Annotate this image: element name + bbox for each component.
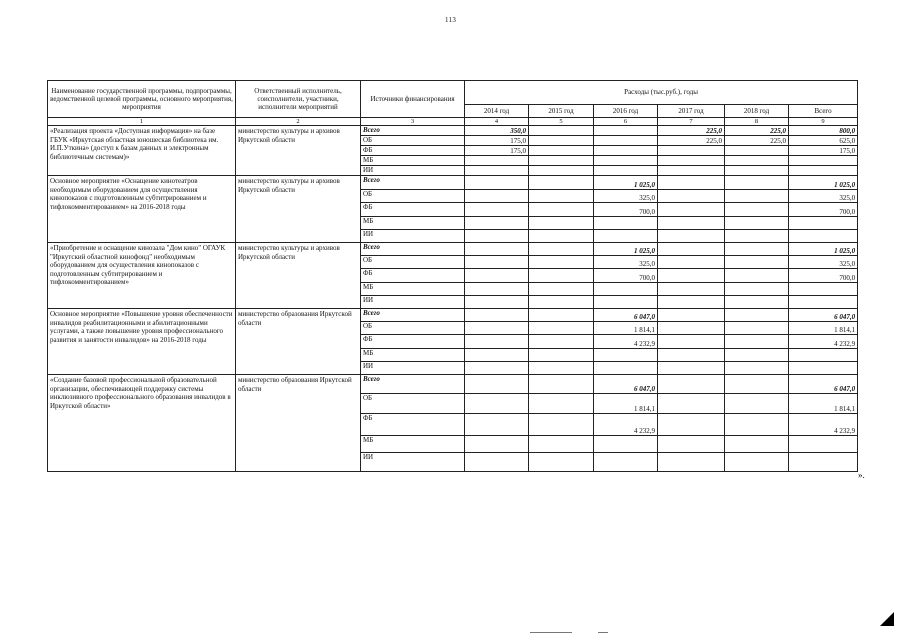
year-value (658, 166, 725, 176)
total-value (789, 166, 858, 176)
total-value: 625,0 (789, 136, 858, 146)
year-value (529, 436, 594, 453)
measure-executor: министерство культуры и архивов Иркутской области (236, 126, 361, 176)
header-year: 2017 год (658, 104, 725, 117)
year-value (529, 283, 594, 296)
year-value (658, 453, 725, 472)
year-value (465, 322, 529, 335)
year-value (465, 309, 529, 322)
funding-source: МБ (361, 349, 465, 362)
year-value (529, 136, 594, 146)
measure-name: «Приобретение и оснащение кинозала "Дом кино" ОГАУК "Иркутский областной кинофонд" необходимым оборудованием для осуществления кинопоказов с подготовленным субтитрированием и тифлокомментированием» (48, 243, 236, 309)
funding-source: МБ (361, 436, 465, 453)
total-value (789, 283, 858, 296)
header-year: 2016 год (594, 104, 658, 117)
funding-source: ИИ (361, 230, 465, 243)
total-value: 1 025,0 (789, 243, 858, 256)
table-row (48, 375, 858, 394)
year-value: 700,0 (594, 269, 658, 283)
measure-executor: министерство образования Иркутской области (236, 309, 361, 375)
year-value (465, 335, 529, 349)
total-value (789, 156, 858, 166)
year-value (658, 436, 725, 453)
year-value (465, 296, 529, 309)
year-value (725, 296, 789, 309)
funding-source: ФБ (361, 269, 465, 283)
year-value (529, 217, 594, 230)
year-value: 1 025,0 (594, 176, 658, 190)
year-value (725, 362, 789, 375)
year-value: 225,0 (658, 136, 725, 146)
year-value (465, 166, 529, 176)
year-value: 4 232,9 (594, 414, 658, 436)
funding-source: ФБ (361, 203, 465, 217)
year-value (465, 217, 529, 230)
year-value (594, 230, 658, 243)
year-value (594, 283, 658, 296)
year-value (658, 296, 725, 309)
year-value (529, 414, 594, 436)
year-value (658, 362, 725, 375)
year-value (465, 230, 529, 243)
year-value (529, 335, 594, 349)
measure-executor: министерство культуры и архивов Иркутской области (236, 243, 361, 309)
column-number: 4 (465, 118, 529, 126)
year-value (529, 296, 594, 309)
total-value: 700,0 (789, 269, 858, 283)
year-value (725, 414, 789, 436)
year-value (529, 126, 594, 136)
header-source: Источники финансирования (361, 81, 465, 118)
funding-source: ОБ (361, 256, 465, 269)
year-value (594, 136, 658, 146)
year-value (658, 146, 725, 156)
year-value (465, 414, 529, 436)
year-value (529, 190, 594, 203)
year-value (658, 375, 725, 394)
year-value (658, 322, 725, 335)
total-value: 1 025,0 (789, 176, 858, 190)
year-value (594, 296, 658, 309)
year-value (658, 156, 725, 166)
year-value (529, 349, 594, 362)
year-value: 1 814,1 (594, 322, 658, 335)
total-value: 700,0 (789, 203, 858, 217)
total-value (789, 436, 858, 453)
column-number: 3 (361, 118, 465, 126)
total-value: 800,0 (789, 126, 858, 136)
year-value (465, 203, 529, 217)
year-value (465, 256, 529, 269)
header-expenses: Расходы (тыс.руб.), годы (465, 81, 858, 105)
measure-executor: министерство культуры и архивов Иркутской области (236, 176, 361, 243)
year-value (594, 146, 658, 156)
year-value (658, 230, 725, 243)
year-value (658, 394, 725, 414)
year-value (658, 283, 725, 296)
year-value (658, 176, 725, 190)
year-value (465, 190, 529, 203)
total-value (789, 362, 858, 375)
funding-source: Всего (361, 309, 465, 322)
measure-executor: министерство образования Иркутской области (236, 375, 361, 472)
year-value: 1 025,0 (594, 243, 658, 256)
year-value (529, 203, 594, 217)
table-row (48, 126, 858, 136)
header-year: 2014 год (465, 104, 529, 117)
header-total: Всего (789, 104, 858, 117)
year-value: 175,0 (465, 146, 529, 156)
year-value (465, 362, 529, 375)
total-value: 4 232,9 (789, 335, 858, 349)
total-value: 325,0 (789, 190, 858, 203)
column-number: 5 (529, 118, 594, 126)
year-value (594, 453, 658, 472)
year-value (465, 283, 529, 296)
funding-source: МБ (361, 156, 465, 166)
year-value: 325,0 (594, 190, 658, 203)
year-value (529, 269, 594, 283)
funding-source: ИИ (361, 362, 465, 375)
measure-name: «Создание базовой профессиональной образовательной организации, обеспечивающей поддержку системы инклюзивного профессионального образования инвалидов в Иркутской области» (48, 375, 236, 472)
total-value: 1 814,1 (789, 322, 858, 335)
year-value (725, 190, 789, 203)
year-value (465, 394, 529, 414)
year-value (725, 256, 789, 269)
funding-source: Всего (361, 126, 465, 136)
column-number-row (48, 118, 858, 126)
total-value: 6 047,0 (789, 309, 858, 322)
year-value (658, 203, 725, 217)
year-value (725, 322, 789, 335)
funding-source: Всего (361, 375, 465, 394)
year-value (725, 436, 789, 453)
year-value (725, 283, 789, 296)
funding-source: МБ (361, 283, 465, 296)
total-value: 175,0 (789, 146, 858, 156)
year-value: 350,0 (465, 126, 529, 136)
total-value: 325,0 (789, 256, 858, 269)
corner-triangle-mark (880, 612, 894, 626)
header-year: 2015 год (529, 104, 594, 117)
year-value (725, 243, 789, 256)
column-number: 1 (48, 118, 236, 126)
year-value (725, 230, 789, 243)
year-value (658, 190, 725, 203)
year-value (529, 375, 594, 394)
year-value (725, 309, 789, 322)
total-value: 4 232,9 (789, 414, 858, 436)
year-value (465, 243, 529, 256)
year-value (529, 322, 594, 335)
year-value (725, 176, 789, 190)
year-value (725, 269, 789, 283)
table-body (48, 126, 858, 472)
year-value (658, 309, 725, 322)
year-value: 175,0 (465, 136, 529, 146)
year-value (658, 243, 725, 256)
year-value (658, 269, 725, 283)
year-value (594, 166, 658, 176)
column-number: 8 (725, 118, 789, 126)
year-value (725, 394, 789, 414)
funding-source: ФБ (361, 146, 465, 156)
table-row (48, 309, 858, 322)
year-value (529, 230, 594, 243)
header-name: Наименование государственной программы, подпрограммы, ведомственной целевой программы, основного мероприятия, мероприятия (48, 81, 236, 118)
year-value (725, 335, 789, 349)
funding-source: ОБ (361, 322, 465, 335)
year-value (725, 375, 789, 394)
column-number: 6 (594, 118, 658, 126)
total-value: 1 814,1 (789, 394, 858, 414)
scan-line (530, 632, 572, 633)
header-year: 2018 год (725, 104, 789, 117)
year-value: 225,0 (725, 136, 789, 146)
year-value (529, 176, 594, 190)
total-value (789, 453, 858, 472)
total-value (789, 296, 858, 309)
year-value: 6 047,0 (594, 309, 658, 322)
year-value (465, 453, 529, 472)
year-value (465, 269, 529, 283)
year-value (529, 243, 594, 256)
year-value (529, 453, 594, 472)
funding-source: ОБ (361, 190, 465, 203)
year-value (529, 146, 594, 156)
year-value (658, 256, 725, 269)
funding-source: ИИ (361, 296, 465, 309)
year-value: 700,0 (594, 203, 658, 217)
year-value: 1 814,1 (594, 394, 658, 414)
scan-line (598, 632, 608, 633)
year-value: 6 047,0 (594, 375, 658, 394)
year-value (594, 436, 658, 453)
year-value (465, 375, 529, 394)
measure-name: Основное мероприятие «Повышение уровня обеспеченности инвалидов реабилитационными и абилитационными услугами, а также повышение уровня профессионального развития и занятости инвалидов» на 2016-2018 годы (48, 309, 236, 375)
header-executor: Ответственный исполнитель, соисполнители, участники, исполнители мероприятий (236, 81, 361, 118)
funding-source: ОБ (361, 394, 465, 414)
table-row (48, 176, 858, 190)
year-value (658, 335, 725, 349)
year-value (725, 217, 789, 230)
total-value: 6 047,0 (789, 375, 858, 394)
year-value (658, 349, 725, 362)
year-value (529, 309, 594, 322)
year-value: 225,0 (658, 126, 725, 136)
year-value (725, 146, 789, 156)
funding-source: Всего (361, 176, 465, 190)
year-value (725, 203, 789, 217)
year-value (725, 349, 789, 362)
total-value (789, 217, 858, 230)
year-value (465, 176, 529, 190)
year-value (658, 217, 725, 230)
measure-name: «Реализация проекта «Доступная информация» на базе ГБУК «Иркутская областная юношеская библиотека им. И.П.Уткина» (доступ к базам данных и электронным библиотечным системам)» (48, 126, 236, 176)
total-value (789, 349, 858, 362)
year-value (465, 156, 529, 166)
year-value: 4 232,9 (594, 335, 658, 349)
year-value (529, 394, 594, 414)
year-value (594, 156, 658, 166)
budget-table (47, 80, 858, 472)
funding-source: ФБ (361, 414, 465, 436)
column-number: 9 (789, 118, 858, 126)
year-value (594, 362, 658, 375)
page-number: 113 (445, 16, 457, 24)
measure-name: Основное мероприятие «Оснащение кинотеатров необходимым оборудованием для осуществления кинопоказов с подготовленным субтитрированием и тифлокомментированием» на 2016-2018 годы (48, 176, 236, 243)
year-value (529, 166, 594, 176)
funding-source: ИИ (361, 453, 465, 472)
closing-quote-mark: ». (858, 470, 865, 480)
funding-source: ИИ (361, 166, 465, 176)
funding-source: ОБ (361, 136, 465, 146)
year-value (529, 362, 594, 375)
table-row (48, 243, 858, 256)
funding-source: МБ (361, 217, 465, 230)
column-number: 7 (658, 118, 725, 126)
year-value: 325,0 (594, 256, 658, 269)
funding-source: ФБ (361, 335, 465, 349)
total-value (789, 230, 858, 243)
year-value: 225,0 (725, 126, 789, 136)
year-value (725, 156, 789, 166)
funding-source: Всего (361, 243, 465, 256)
year-value (465, 436, 529, 453)
year-value (529, 156, 594, 166)
year-value (725, 453, 789, 472)
year-value (529, 256, 594, 269)
year-value (658, 414, 725, 436)
year-value (594, 349, 658, 362)
year-value (594, 126, 658, 136)
column-number: 2 (236, 118, 361, 126)
year-value (594, 217, 658, 230)
year-value (465, 349, 529, 362)
year-value (725, 166, 789, 176)
